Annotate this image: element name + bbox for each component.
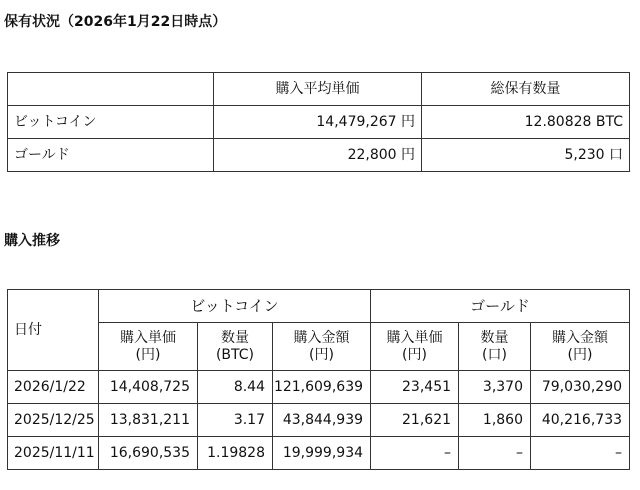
holdings-avg-price: 22,800 円 xyxy=(214,139,422,172)
purchase-date: 2026/1/22 xyxy=(8,371,99,404)
holdings-title: 保有状況（2026年1月22日時点） xyxy=(4,14,227,30)
table-row xyxy=(8,404,630,437)
btc-price: 16,690,535 xyxy=(99,437,198,470)
holdings-avg-price: 14,479,267 円 xyxy=(214,106,422,139)
holdings-header-avg-price: 購入平均単価 xyxy=(214,73,422,106)
holdings-header-row xyxy=(8,73,630,106)
header-line: 購入金額 xyxy=(293,329,350,346)
header-line: 数量 xyxy=(221,329,249,346)
header-unit: (口) xyxy=(482,346,507,363)
header-line: 購入金額 xyxy=(552,329,609,346)
holdings-asset-name: ゴールド xyxy=(8,139,214,172)
header-unit: (円) xyxy=(402,346,427,363)
gold-price-header xyxy=(371,323,459,371)
bitcoin-group-header: ビットコイン xyxy=(99,290,371,323)
table-row xyxy=(8,371,630,404)
holdings-asset-name: ビットコイン xyxy=(8,106,214,139)
purchase-date: 2025/11/11 xyxy=(8,437,99,470)
holdings-table xyxy=(7,72,630,172)
purchase-date: 2025/12/25 xyxy=(8,404,99,437)
gold-qty: 3,370 xyxy=(459,371,531,404)
purchase-history-table xyxy=(7,289,630,470)
gold-amount-header xyxy=(531,323,630,371)
header-line: 数量 xyxy=(480,329,509,346)
purchase-subheader-row xyxy=(8,323,630,371)
header-line: 購入単価 xyxy=(386,329,443,346)
btc-amount: 19,999,934 xyxy=(273,437,371,470)
holdings-header-quantity: 総保有数量 xyxy=(422,73,630,106)
header-unit: (BTC) xyxy=(215,346,255,363)
btc-price: 13,831,211 xyxy=(99,404,198,437)
btc-amount-header xyxy=(273,323,371,371)
table-row xyxy=(8,437,630,470)
gold-qty-header xyxy=(459,323,531,371)
header-line: 購入単価 xyxy=(120,329,176,346)
purchase-history-title: 購入推移 xyxy=(4,233,60,249)
btc-qty: 8.44 xyxy=(198,371,273,404)
holdings-quantity: 5,230 口 xyxy=(422,139,630,172)
gold-price: 21,621 xyxy=(371,404,459,437)
header-unit: (円) xyxy=(567,346,593,363)
gold-amount: – xyxy=(531,437,630,470)
gold-qty: – xyxy=(459,437,531,470)
holdings-row-gold xyxy=(8,139,630,172)
gold-price: – xyxy=(371,437,459,470)
btc-qty-header xyxy=(198,323,273,371)
gold-price: 23,451 xyxy=(371,371,459,404)
gold-qty: 1,860 xyxy=(459,404,531,437)
holdings-quantity: 12.80828 BTC xyxy=(422,106,630,139)
btc-amount: 121,609,639 xyxy=(273,371,371,404)
gold-amount: 79,030,290 xyxy=(531,371,630,404)
header-unit: (円) xyxy=(309,346,334,363)
header-unit: (円) xyxy=(135,346,161,363)
gold-group-header: ゴールド xyxy=(371,290,630,323)
holdings-row-bitcoin xyxy=(8,106,630,139)
purchase-group-header-row xyxy=(8,290,630,323)
btc-amount: 43,844,939 xyxy=(273,404,371,437)
holdings-header-blank xyxy=(8,73,214,106)
gold-amount: 40,216,733 xyxy=(531,404,630,437)
btc-price-header xyxy=(99,323,198,371)
date-header: 日付 xyxy=(8,290,99,371)
btc-qty: 1.19828 xyxy=(198,437,273,470)
btc-qty: 3.17 xyxy=(198,404,273,437)
btc-price: 14,408,725 xyxy=(99,371,198,404)
